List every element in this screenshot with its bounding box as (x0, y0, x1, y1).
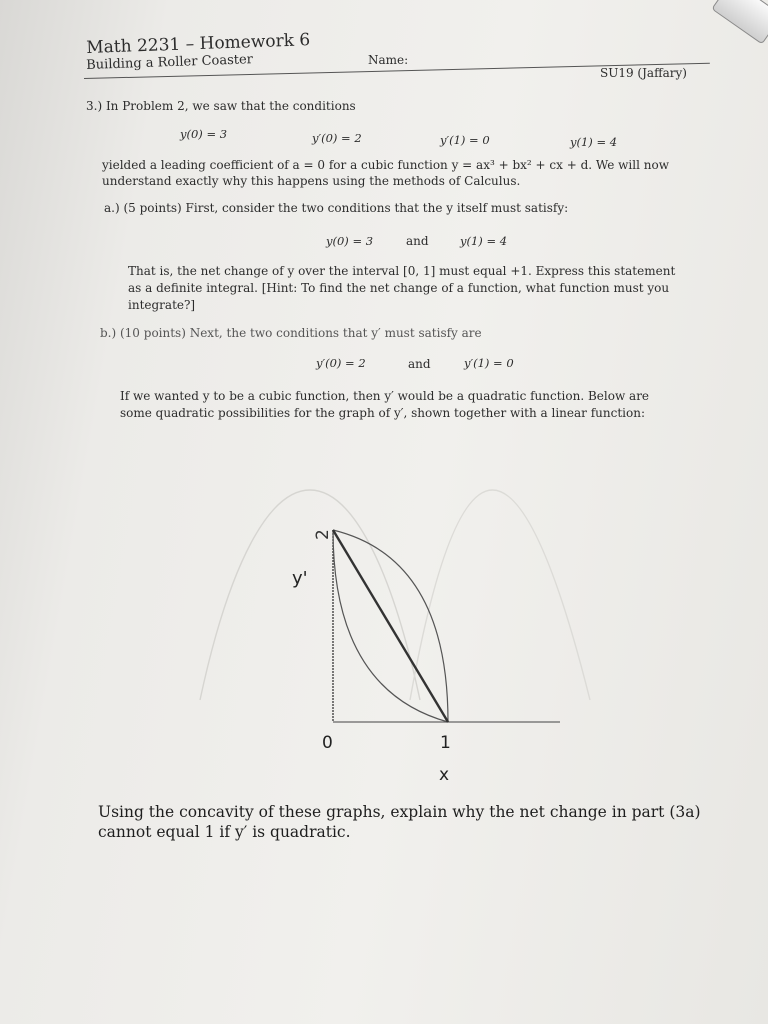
problem-intro: 3.) In Problem 2, we saw that the conditions (86, 99, 356, 113)
x-axis-label: x (439, 765, 450, 785)
part-a-line-2: as a definite integral. [Hint: To find the net change of a function, what function must you (128, 281, 670, 295)
part-a-line-1: That is, the net change of y over the interval [0, 1] must equal +1. Express this statement (128, 264, 676, 278)
part-b-line-2: some quadratic possibilities for the graph of y′, shown together with a linear function: (120, 406, 645, 420)
condition-2: y′(0) = 2 (312, 131, 362, 145)
show-through-curve (410, 490, 590, 700)
part-a-condition-right: y(1) = 4 (460, 234, 508, 248)
page-subtitle: Building a Roller Coaster (86, 52, 254, 73)
y-axis-label: y' (292, 568, 308, 589)
y-tick-2: 2 (313, 529, 333, 540)
condition-1: y(0) = 3 (180, 127, 228, 141)
part-b-and: and (408, 357, 431, 371)
x-tick-0: 0 (322, 733, 333, 753)
condition-3: y′(1) = 0 (440, 133, 490, 147)
name-label: Name: (368, 53, 409, 67)
concavity-question: Using the concavity of these graphs, explain why the net change in part (3a) cannot equal 1 if y′ is quadratic. (98, 803, 701, 841)
part-a-line-3: integrate?] (128, 298, 196, 312)
part-a-heading: a.) (5 points) First, consider the two conditions that the y itself must satisfy: (104, 201, 569, 215)
part-b-condition-left: y′(0) = 2 (316, 356, 366, 370)
part-a-condition-left: y(0) = 3 (326, 234, 374, 248)
part-a-and: and (406, 234, 429, 248)
problem-text-line-1: yielded a leading coefficient of a = 0 for a cubic function y = ax³ + bx² + cx + d. We will now (102, 158, 669, 172)
part-b-heading: b.) (10 points) Next, the two conditions that y′ must satisfy are (100, 326, 482, 340)
x-tick-1: 1 (440, 733, 451, 753)
show-through-curve (200, 490, 420, 700)
part-b-condition-right: y′(1) = 0 (464, 356, 514, 370)
course-label: SU19 (Jaffary) (600, 66, 687, 80)
page-title: Math 2231 – Homework 6 (86, 30, 311, 58)
problem-text-line-2: understand exactly why this happens using the methods of Calculus. (102, 174, 521, 188)
condition-4: y(1) = 4 (570, 135, 618, 149)
part-b-line-1: If we wanted y to be a cubic function, then y′ would be a quadratic function. Below are (120, 389, 650, 403)
